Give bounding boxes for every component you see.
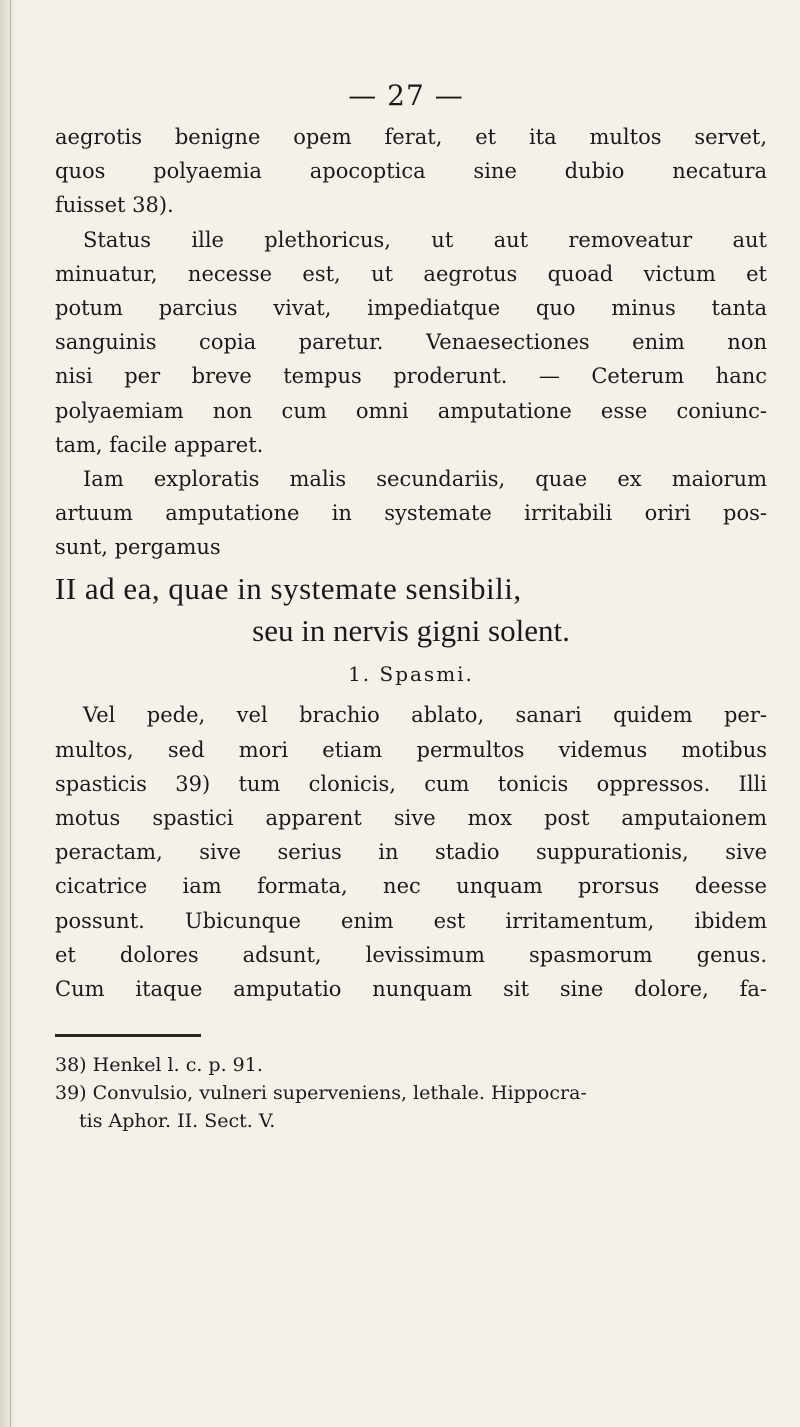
- text-line: fuisset 38).: [55, 193, 174, 218]
- text-line: Status ille plethoricus, ut aut removeatur aut: [83, 227, 767, 252]
- text-line: artuum amputatione in systemate irritabili oriri pos-: [55, 501, 767, 526]
- text-line: polyaemiam non cum omni amputatione esse coniunc-: [55, 398, 767, 423]
- text-line: spasticis 39) tum clonicis, cum tonicis oppressos. Illi: [55, 771, 767, 796]
- page-content: [55, 78, 767, 1135]
- text-line: quos polyaemia apocoptica sine dubio necatura: [55, 159, 767, 184]
- footnote: 38) Henkel l. c. p. 91.: [55, 1054, 263, 1077]
- body-text: [55, 120, 767, 564]
- footnotes: [55, 1051, 767, 1135]
- footnote-continuation: tis Aphor. II. Sect. V.: [79, 1110, 276, 1133]
- text-line: Iam exploratis malis secundariis, quae ex maiorum: [83, 466, 767, 491]
- text-line: nisi per breve tempus proderunt. — Ceterum hanc: [55, 364, 767, 389]
- text-line: tam, facile apparet.: [55, 432, 264, 457]
- text-line: potum parcius vivat, impediatque quo minus tanta: [55, 295, 767, 320]
- page-edge-line: [10, 0, 11, 1427]
- text-line: sunt, pergamus: [55, 535, 221, 560]
- text-line: motus spastici apparent sive mox post amputaionem: [55, 806, 767, 830]
- text-line: Vel pede, vel brachio ablato, sanari quidem per-: [83, 703, 767, 728]
- text-line: et dolores adsunt, levissimum spasmorum genus.: [55, 942, 767, 967]
- text-line: aegrotis benigne opem ferat, et ita multos servet,: [55, 125, 767, 149]
- text-line: Cum itaque amputatio nunquam sit sine dolore, fa-: [55, 976, 767, 1001]
- footnote-rule: [55, 1034, 201, 1037]
- page-edge-shadow: [0, 0, 18, 1427]
- footnote: 39) Convulsio, vulneri superveniens, lethale. Hippocra-: [55, 1082, 587, 1105]
- text-line: peractam, sive serius in stadio suppurationis, sive: [55, 840, 767, 865]
- text-line: cicatrice iam formata, nec unquam prorsus deesse: [55, 874, 767, 899]
- section-heading-line: II ad ea, quae in systemate sensibili,: [55, 571, 522, 607]
- text-line: possunt. Ubicunque enim est irritamentum, ibidem: [55, 908, 767, 933]
- paragraph-spasmi: [55, 698, 767, 1006]
- text-line: minuatur, necesse est, ut aegrotus quoad victum et: [55, 261, 767, 286]
- page-number: — 27 —: [348, 79, 464, 112]
- text-line: multos, sed mori etiam permultos videmus motibus: [55, 737, 767, 762]
- text-line: sanguinis copia paretur. Venaesectiones enim non: [55, 330, 767, 355]
- section-heading: [55, 568, 767, 652]
- subsection-heading: 1. Spasmi.: [348, 662, 474, 687]
- section-heading-line: seu in nervis gigni solent.: [252, 613, 570, 649]
